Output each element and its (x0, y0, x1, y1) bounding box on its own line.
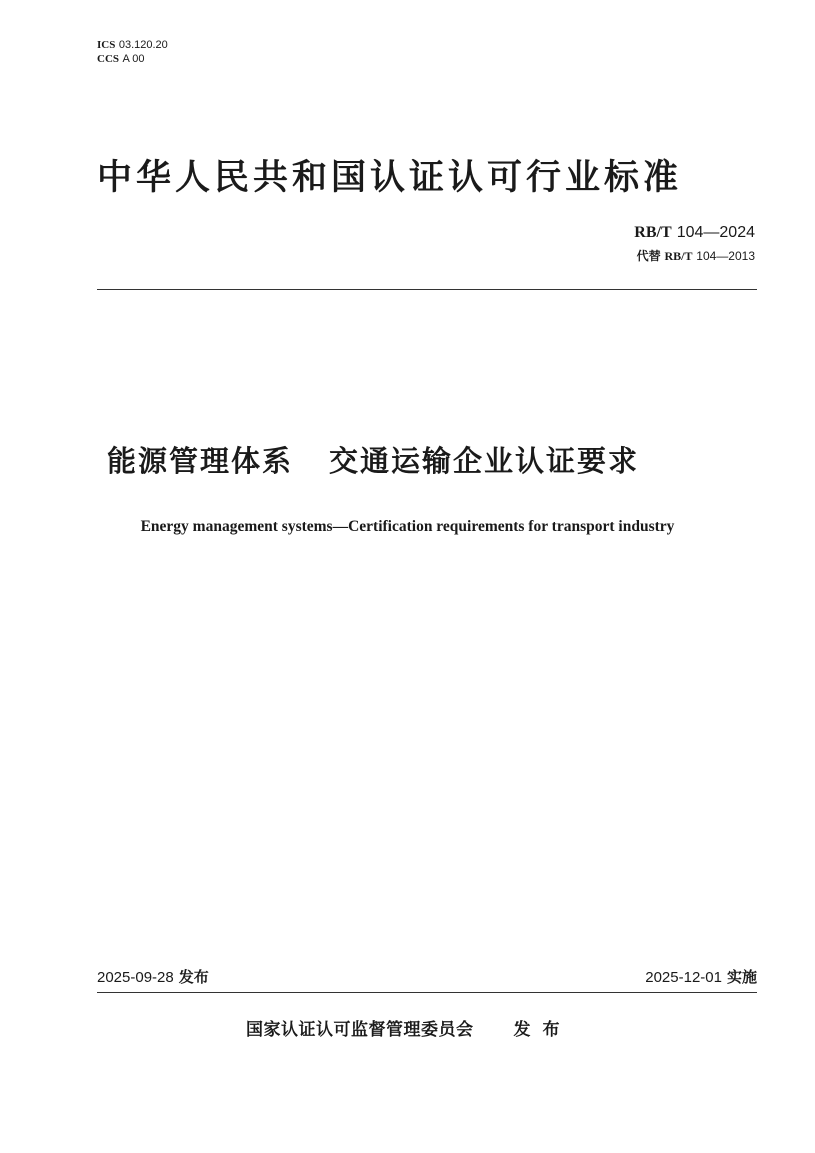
standard-title: 中华人民共和国认证认可行业标准 (97, 158, 683, 198)
english-title: Energy management systems—Certification requirements for transport industry (140, 518, 675, 535)
publisher (246, 1019, 572, 1041)
ccs-code: A 00 (122, 53, 145, 65)
dates-row (97, 967, 757, 987)
publisher-action: 发布 (513, 1020, 572, 1040)
implement-label: 实施 (726, 968, 757, 986)
ics-code: 03.120.20 (118, 39, 168, 51)
publisher-name: 国家认证认可监督管理委员会 (246, 1020, 474, 1040)
standard-number-value: 104—2024 (676, 224, 755, 241)
document-title-part2: 交通运输企业认证要求 (329, 444, 640, 478)
top-divider (97, 289, 757, 290)
ics-line (97, 38, 168, 52)
document-title-part1: 能源管理体系 (107, 444, 294, 478)
issue-date-block (97, 967, 209, 988)
replaces-line (634, 248, 755, 264)
ccs-label: CCS (97, 53, 120, 65)
ics-label: ICS (97, 39, 116, 51)
replaces-number: 104—2013 (696, 249, 755, 263)
issue-date: 2025-09-28 (97, 969, 174, 986)
classification-codes (97, 38, 168, 66)
document-title (107, 442, 639, 480)
replaces-label: 代替 (636, 249, 661, 263)
bottom-divider (97, 992, 757, 993)
implement-date-block (645, 967, 757, 988)
standard-number-block (634, 222, 755, 264)
issue-label: 发布 (178, 968, 209, 986)
implement-date: 2025-12-01 (645, 969, 722, 986)
replaces-prefix: RB/T (664, 249, 693, 263)
standard-number-prefix: RB/T (634, 224, 672, 241)
ccs-line (97, 52, 168, 66)
standard-number (634, 222, 755, 243)
